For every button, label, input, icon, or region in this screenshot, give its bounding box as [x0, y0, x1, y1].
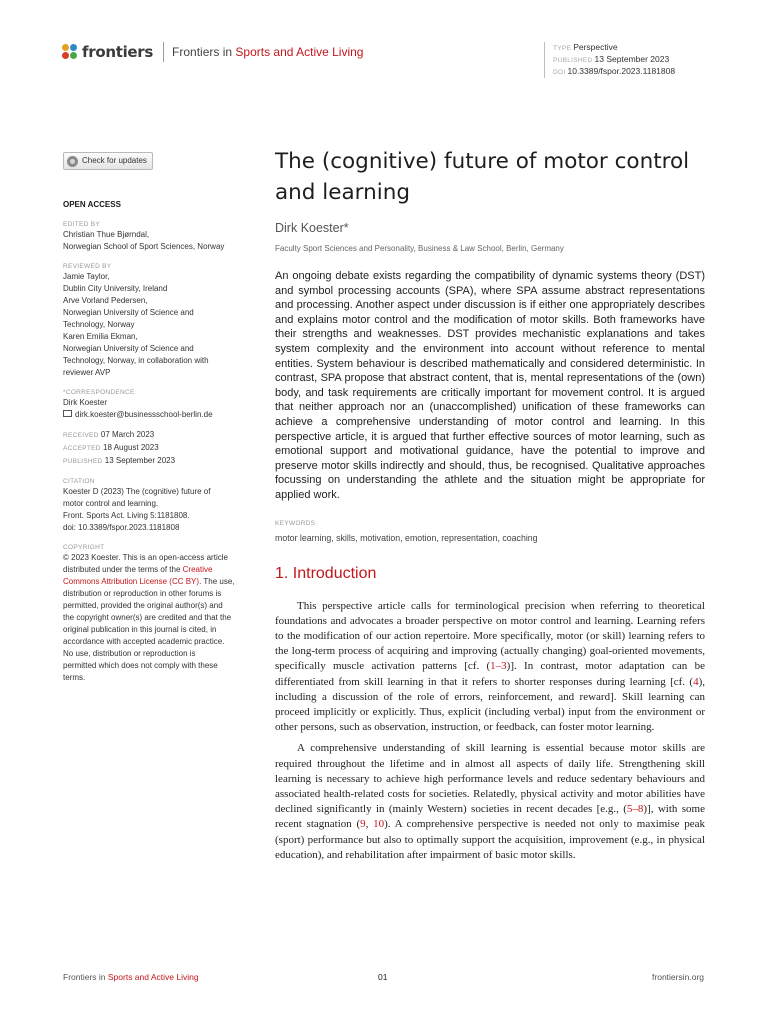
reviewer-line: Jamie Taylor,: [63, 271, 110, 281]
footer-journal[interactable]: Frontiers in Sports and Active Living: [63, 972, 199, 982]
citation-link[interactable]: 9: [360, 818, 366, 831]
keywords-label: KEYWORDS: [275, 519, 316, 527]
citation-link[interactable]: 10: [373, 818, 385, 831]
correspondence-email[interactable]: dirk.koester@businessschool-berlin.de: [63, 409, 263, 421]
citation-link[interactable]: 4: [693, 675, 699, 688]
editor-line: Norwegian School of Sport Sciences, Norway: [63, 241, 225, 251]
open-access-label: OPEN ACCESS: [63, 199, 121, 209]
paragraph: This perspective article calls for terminological precision when referring to theoretical foundations and advocates a broader perspective on motor control and learning. Learning refers to the modification of our action repertoire. More specifically, motor (or skill) learning refers to the long-term process of acquiring and improving (actually changing) goal-oriented movements, specifically muscle activation patterns [cf. (1–3)]. In contrast, motor adaptation can be differentiated from skill learning in that it refers to shorter responses during learning [cf. (4), including a discussion of the role of errors, reinforcement, and reward]. Skill learning can proceed implicitly or explicitly. Thus, explicit (including verbal) input from the environment or other persons, such as observation, instruction, or feedback, can foster motor learning.: [275, 599, 705, 734]
page-number: 01: [378, 972, 388, 982]
article-dates: RECEIVED 07 March 2023 ACCEPTED 18 August 2023 PUBLISHED 13 September 2023: [63, 429, 176, 465]
journal-title[interactable]: Frontiers in Sports and Active Living: [172, 45, 364, 59]
article-type: Perspective: [573, 42, 618, 52]
correspondence-name: Dirk Koester: [63, 397, 108, 407]
reviewer-line: Technology, Norway: [63, 319, 135, 329]
paragraph: A comprehensive understanding of skill learning is essential because motor skills are required throughout the lifetime and in almost all aspects of daily life. Strengthening skill learning is necessary to achieve high performance levels and reduce sedentary behaviours and associated health-related costs for societies. Relatedly, physical activity and motor abilities have declined significantly in (mainly Western) societies in recent decades [e.g., (5–8)], with some recent stagnation (9, 10). A comprehensive perspective is needed not only to maximise peak (sport) performance but also to optimally support the acquisition, improvement (e.g., in physical education), and rehabilitation after impairment of basic motor skills.: [275, 742, 706, 861]
frontiers-logo-icon: [62, 44, 78, 60]
doi-link[interactable]: 10.3389/fspor.2023.1181808: [567, 66, 676, 76]
reviewer-line: Karen Emilia Ekman,: [63, 331, 138, 341]
reviewer-line: Dublin City University, Ireland: [63, 283, 168, 293]
citation-line: Koester D (2023) The (cognitive) future of: [63, 486, 211, 496]
license-link[interactable]: Creative: [182, 564, 213, 574]
article-sidebar: Check for updates OPEN ACCESS EDITED BY Christian Thue Bjørndal, Norwegian School of Sport Sciences, Norway REVIEWED BY Jamie Taylor, Dublin City University, Ireland Arve Vorland Pedersen, Norwegian University of Science and Technology, Norway Karen Emilia Ekman, Norwegian University of Science and Technology, Norway, in collaboration with reviewer AVP *CORRESPONDENCE Dirk Koester dirk.koester@businessschool-berlin.de RECEIVED 07 March 2023 ACCEPTED 18 August 2023 PUBLISHED 13 September 2023 CITATION Koester D (2023) The (cognitive) future of motor control and learning. Front. Sports Act. Living 5:1181808. doi: 10.3389/fspor.2023.1181808 COPYRIGHT © 2023 Koester. This is an open-access article distributed under the terms of the Creative Commons Attribution License (CC BY). The use, distribution or reproduction in other forums is permitted, provided the original author(s) and the copyright owner(s) are credited and that the original publication in this journal is cited, in accordance with accepted academic practice. No use, distribution or reproduction is permitted which does not comply with these terms.: [63, 152, 263, 684]
published-date: 13 September 2023: [594, 54, 670, 64]
keywords: motor learning, skills, motivation, emotion, representation, coaching: [275, 532, 538, 543]
license-link[interactable]: Commons Attribution License (CC BY): [63, 576, 200, 586]
editor-line: Christian Thue Bjørndal,: [63, 229, 150, 239]
brand-name[interactable]: frontiers: [82, 43, 154, 61]
reviewer-line: Norwegian University of Science and: [63, 307, 194, 317]
article-meta: TYPE Perspective PUBLISHED 13 September 2023 DOI 10.3389/fspor.2023.1181808: [544, 42, 675, 78]
author-name[interactable]: Dirk Koester*: [275, 221, 349, 235]
reviewer-line: Norwegian University of Science and: [63, 343, 194, 353]
body-text: [275, 599, 705, 863]
reviewer-line: reviewer AVP: [63, 367, 111, 377]
check-updates-button[interactable]: Check for updates: [63, 152, 153, 170]
journal-header: [62, 42, 363, 62]
citation-link[interactable]: 1–3: [490, 660, 507, 673]
citation-line: Front. Sports Act. Living 5:1181808.: [63, 510, 190, 520]
article-main: [275, 146, 705, 863]
article-title: The (cognitive) future of motor control and learning: [275, 149, 690, 205]
citation-line: motor control and learning.: [63, 498, 159, 508]
footer-site-link[interactable]: frontiersin.org: [652, 972, 704, 982]
author-affiliation: Faculty Sport Sciences and Personality, Business & Law School, Berlin, Germany: [275, 244, 564, 253]
abstract: An ongoing debate exists regarding the compatibility of dynamic systems theory (DST) and symbol processing accounts (SPA), where SPA assume abstract representations and processing. Another aspect under discussion is if either one appropriately describes and explains motor control and the modification of motor skills. Both frameworks have their strengths and weaknesses. DST provides mechanistic explanations and takes system complexity and the environment into account without reference to mental entities. System behaviour is described mathematically and considered deterministic. In contrast, SPA propose that abstract content, that is, mental representations of the (own) body, and task requirements are critically important for movement control. It is argued that neither approach nor an (unaccomplished) unification of these frameworks can achieve a comprehensive understanding of motor control and learning. In this perspective article, it is argued that further effective sources of motor learning, such as emotional support and motivational guidance, have the potential to improve and preserve motor skills indirectly and should, thus, be recognised. Qualitative approaches focussing on understanding the athlete and the situation might be appropriate for applied work.: [275, 270, 705, 501]
citation-link[interactable]: 5–8: [626, 803, 644, 816]
section-heading: 1. Introduction: [275, 564, 377, 582]
citation-line: doi: 10.3389/fspor.2023.1181808: [63, 522, 180, 532]
check-updates-icon: [67, 156, 78, 167]
reviewer-line: Technology, Norway, in collaboration with: [63, 355, 209, 365]
mail-icon: [63, 410, 72, 417]
header-divider: [163, 42, 164, 62]
reviewer-line: Arve Vorland Pedersen,: [63, 295, 148, 305]
